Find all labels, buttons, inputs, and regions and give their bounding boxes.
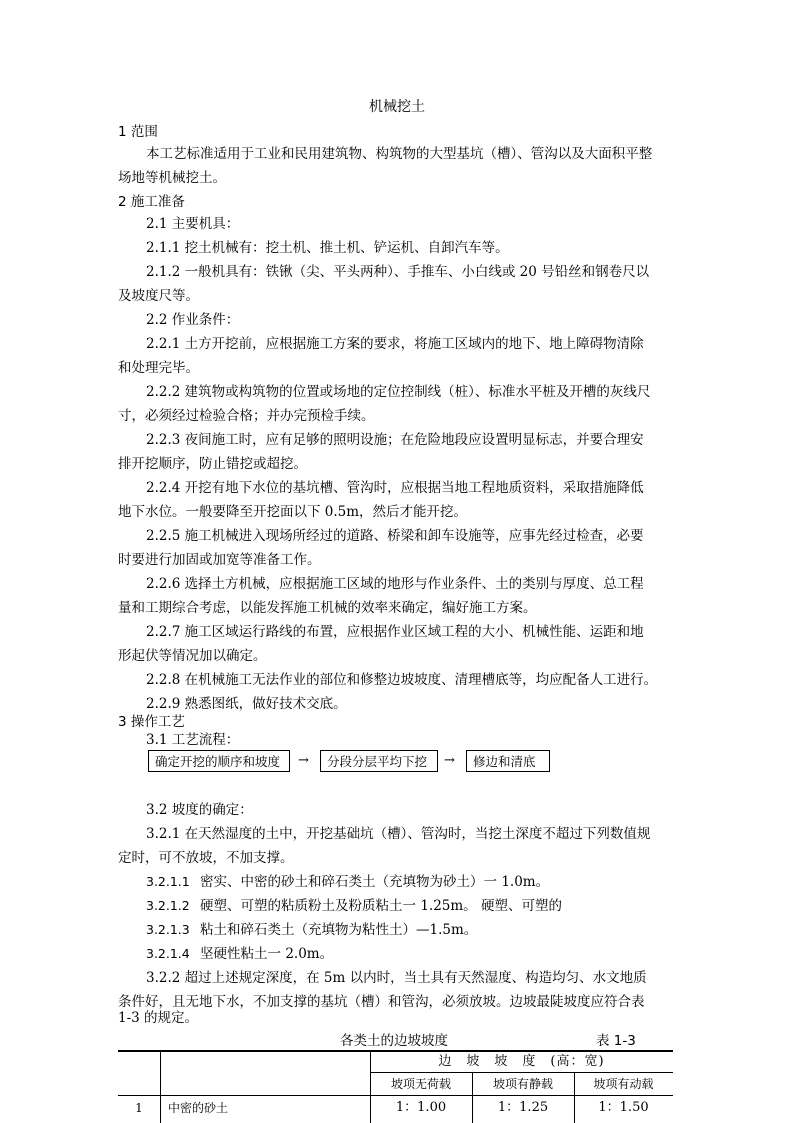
item-3-2-2-cont-1: 条件好，且无地下水，不加支撑的基坑（槽）和管沟，必须放坡。边坡最陡坡度应符合表 <box>118 994 645 1010</box>
scope-line-1: 本工艺标准适用于工业和民用建筑物、构筑物的大型基坑（槽）、管沟以及大面积平整 <box>146 146 653 162</box>
item-2-2: 2.2 作业条件： <box>146 312 240 328</box>
item-text: 硬塑、可塑的粘质粉土及粉质粘土一 1.25m。 硬塑、可塑的 <box>200 898 562 914</box>
item-3-2-1: 3.2.1 在天然湿度的土中，开挖基础坑（槽）、管沟时，当挖土深度不超过下列数值规 <box>146 826 651 842</box>
table-caption: 各类土的边坡坡度 <box>340 1033 448 1049</box>
item-2-2-5-cont: 时要进行加固或加宽等准备工作。 <box>118 552 321 568</box>
item-2-2-2-cont: 寸，必须经过检验合格；并办完预检手续。 <box>118 408 375 424</box>
table-row-rule <box>118 1095 673 1096</box>
item-text: 坚硬性粘土一 2.0m。 <box>200 946 334 962</box>
item-number: 3.2.1.4 <box>146 946 190 961</box>
slope-table <box>118 1050 673 1123</box>
section-heading-scope: 1 范围 <box>118 124 158 140</box>
table-cell-value: 1：1.00 <box>395 1100 447 1115</box>
item-2-1-2: 2.1.2 一般机具有：铁锹（尖、平头两种）、手推车、小白线或 20 号铅丝和钢卷尺以 <box>146 264 650 280</box>
item-2-1-1: 2.1.1 挖土机械有：挖土机、推土机、铲运机、自卸汽车等。 <box>146 240 509 256</box>
item-2-2-6-cont: 量和工期综合考虑，以能发挥施工机械的效率来确定，编好施工方案。 <box>118 600 537 616</box>
item-3-2-1-3 <box>146 918 666 942</box>
section-heading-preparation: 2 施工准备 <box>118 194 185 210</box>
table-cell-soil: 中密的砂土 <box>168 1101 229 1115</box>
item-2-2-8: 2.2.8 在机械施工无法作业的部位和修整边坡坡度、清理槽底等，均应配备人工进行。 <box>146 672 658 688</box>
table-cell-value: 1：1.25 <box>497 1100 549 1115</box>
table-col-header: 坡项有动载 <box>593 1077 654 1091</box>
item-3-2: 3.2 坡度的确定： <box>146 802 253 818</box>
item-2-1-2-cont: 及坡度尺等。 <box>118 288 199 304</box>
table-group-header: 边 坡 坡 度 (高：宽) <box>438 1054 605 1069</box>
table-cell-no: 1 <box>135 1101 143 1115</box>
item-number: 3.2.1.1 <box>146 874 190 889</box>
item-number: 3.2.1.3 <box>146 922 190 937</box>
item-text: 粘土和碎石类土（充填物为粘性土）—1.5m。 <box>200 922 478 938</box>
section-heading-operation: 3 操作工艺 <box>118 714 185 730</box>
document-title: 机械挖土 <box>369 99 425 115</box>
flow-step-1: 确定开挖的顺序和坡度 <box>148 750 290 772</box>
item-2-2-3-cont: 排开挖顺序，防止错挖或超挖。 <box>118 456 307 472</box>
item-3-2-2: 3.2.2 超过上述规定深度，在 5m 以内时，当土具有天然湿度、构造均匀、水文地质 <box>146 970 647 986</box>
item-2-2-9: 2.2.9 熟悉图纸，做好技术交底。 <box>146 696 347 712</box>
item-3-2-1-cont: 定时，可不放坡，不加支撑。 <box>118 850 294 866</box>
item-3-2-1-2 <box>146 894 666 918</box>
scope-paragraph <box>118 142 663 166</box>
table-col-divider <box>160 1050 161 1123</box>
scope-paragraph-cont: 场地等机械挖土。 <box>118 170 226 186</box>
item-2-2-6: 2.2.6 选择土方机械，应根据施工区域的地形与作业条件、土的类别与厚度、总工程 <box>146 576 644 592</box>
flow-step-2: 分段分层平均下挖 <box>320 750 438 772</box>
item-2-2-1: 2.2.1 土方开挖前，应根据施工方案的要求，将施工区域内的地下、地上障碍物清除 <box>146 336 644 352</box>
item-2-2-4: 2.2.4 开挖有地下水位的基坑槽、管沟时，应根据当地工程地质资料，采取措施降低 <box>146 480 644 496</box>
item-3-2-1-1 <box>146 870 666 894</box>
flow-step-3: 修边和清底 <box>466 750 550 772</box>
item-3-2-2-cont-2: 1-3 的规定。 <box>118 1010 199 1026</box>
item-2-1: 2.1 主要机具： <box>146 216 240 232</box>
item-3-2-1-4 <box>146 942 666 966</box>
table-cell-value: 1：1.50 <box>598 1100 649 1115</box>
item-2-2-1-cont: 和处理完毕。 <box>118 360 199 376</box>
item-2-2-4-cont: 地下水位。一般要降至开挖面以下 0.5m，然后才能开挖。 <box>118 504 468 520</box>
item-2-2-5: 2.2.5 施工机械进入现场所经过的道路、桥梁和卸车设施等，应事先经过检查，必要 <box>146 528 644 544</box>
flow-arrow-icon: → <box>298 753 309 768</box>
item-2-2-7: 2.2.7 施工区域运行路线的布置，应根据作业区域工程的大小、机械性能、运距和地 <box>146 624 644 640</box>
item-text: 密实、中密的砂土和碎石类土（充填物为砂土）一 1.0m。 <box>200 874 550 890</box>
item-number: 3.2.1.2 <box>146 898 190 913</box>
table-number: 表 1-3 <box>596 1033 636 1049</box>
item-2-2-7-cont: 形起伏等情况加以确定。 <box>118 648 267 664</box>
item-2-2-2: 2.2.2 建筑物或构筑物的位置或场地的定位控制线（桩）、标准水平桩及开槽的灰线尺 <box>146 384 651 400</box>
item-3-1: 3.1 工艺流程： <box>146 732 240 748</box>
flow-arrow-icon: → <box>444 753 455 768</box>
table-col-header: 坡项无荷载 <box>390 1077 451 1091</box>
table-header-rule <box>370 1072 673 1073</box>
item-2-2-3: 2.2.3 夜间施工时，应有足够的照明设施；在危险地段应设置明显标志，并要合理安 <box>146 432 644 448</box>
table-col-header: 坡项有静载 <box>492 1077 553 1091</box>
